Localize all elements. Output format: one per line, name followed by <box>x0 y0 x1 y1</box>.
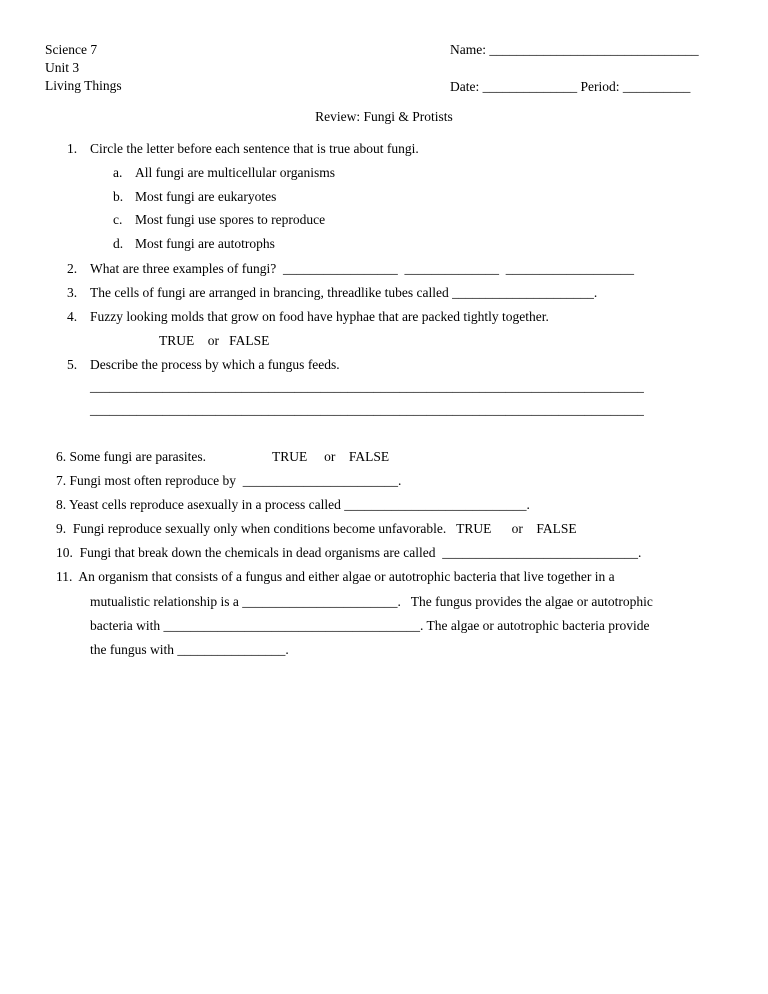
q8-text: 8. Yeast cells reproduce asexually in a process called ___________________________. <box>56 497 530 512</box>
q1-option-c-letter: c. <box>113 212 123 227</box>
q1-text: Circle the letter before each sentence that is true about fungi. <box>90 141 419 156</box>
q2-number: 2. <box>67 261 78 276</box>
q4-true-false: TRUE or FALSE <box>159 333 270 348</box>
q1-option-a-letter: a. <box>113 165 123 180</box>
q11-line-2: mutualistic relationship is a _______________________. The fungus provides the algae or autotrophic <box>90 594 653 609</box>
q1-number: 1. <box>67 141 78 156</box>
name-field: Name: _______________________________ <box>450 42 699 57</box>
q4-text: Fuzzy looking molds that grow on food have hyphae that are packed tightly together. <box>90 309 549 324</box>
q5-answer-line-2: ____________________________________________________________________________________ <box>90 402 644 417</box>
q1-option-c-text: Most fungi use spores to reproduce <box>135 212 326 227</box>
q11-line-3: bacteria with ______________________________________. The algae or autotrophic bacteria provide <box>90 618 650 633</box>
q11-line-4: the fungus with ________________. <box>90 642 289 657</box>
q7-text: 7. Fungi most often reproduce by _______________________. <box>56 473 402 488</box>
q5-text: Describe the process by which a fungus feeds. <box>90 357 340 372</box>
date-period-field: Date: ______________ Period: __________ <box>450 79 691 94</box>
q5-answer-line-1: ____________________________________________________________________________________ <box>90 379 644 394</box>
q1-option-d-text: Most fungi are autotrophs <box>135 236 275 251</box>
page-title: Review: Fungi & Protists <box>315 109 453 124</box>
course-name: Science 7 <box>45 42 98 57</box>
q2-text: What are three examples of fungi? _________________ ______________ ___________________ <box>90 261 635 276</box>
q1-option-b-text: Most fungi are eukaryotes <box>135 189 277 204</box>
q3-number: 3. <box>67 285 78 300</box>
topic-label: Living Things <box>45 78 122 93</box>
q1-option-d-letter: d. <box>113 236 124 251</box>
q11-line-1: 11. An organism that consists of a fungus and either algae or autotrophic bacteria that live together in a <box>56 569 615 584</box>
q10-text: 10. Fungi that break down the chemicals in dead organisms are called _____________________________. <box>56 545 642 560</box>
q4-number: 4. <box>67 309 78 324</box>
q6-true-false: TRUE or FALSE <box>272 449 390 464</box>
q3-text: The cells of fungi are arranged in brancing, threadlike tubes called _____________________. <box>90 285 598 300</box>
q9-text: 9. Fungi reproduce sexually only when conditions become unfavorable. TRUE or FALSE <box>56 521 577 536</box>
q6-text: 6. Some fungi are parasites. <box>56 449 206 464</box>
q5-number: 5. <box>67 357 78 372</box>
unit-label: Unit 3 <box>45 60 80 75</box>
q1-option-a-text: All fungi are multicellular organisms <box>135 165 335 180</box>
q1-option-b-letter: b. <box>113 189 124 204</box>
